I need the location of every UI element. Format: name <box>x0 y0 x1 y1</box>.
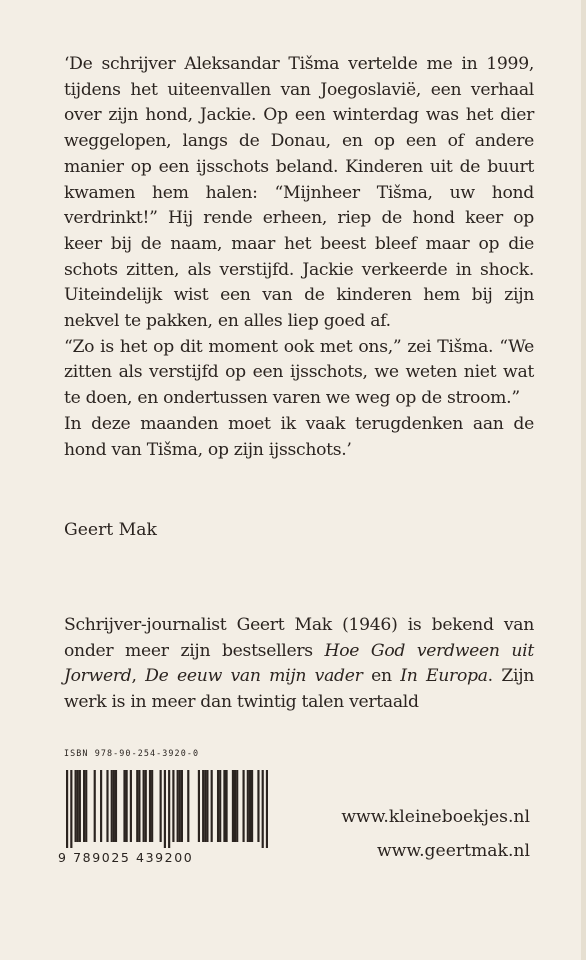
barcode-bar <box>242 770 244 842</box>
barcode <box>66 770 268 848</box>
barcode-bar <box>149 770 151 842</box>
barcode-bar <box>143 770 145 842</box>
quote-block <box>64 52 534 463</box>
barcode-bar <box>181 770 183 842</box>
barcode-bar <box>202 770 204 842</box>
barcode-bar <box>234 770 236 842</box>
barcode-bar <box>219 770 221 842</box>
barcode-bar <box>251 770 253 842</box>
barcode-bar <box>130 770 132 842</box>
barcode-bar <box>257 770 259 842</box>
barcode-bar <box>160 770 162 842</box>
barcode-bar <box>225 770 227 842</box>
cover-edge <box>581 0 586 960</box>
barcode-number: 9 789025 439200 <box>58 850 194 865</box>
book-title-2: De eeuw van mijn vader <box>145 666 363 687</box>
barcode-bar <box>164 770 166 848</box>
barcode-bar <box>75 770 77 842</box>
quote-paragraph-1: ‘De schrijver Aleksandar Tišma vertelde me in 1999, tijdens het uiteenvallen van Joegoslavië, een verhaal over zijn hond, Jackie. Op een winterdag was het dier weggelopen, langs de Donau, en op een of andere manier op een ijsschots beland. Kinderen uit de buurt kwamen hem halen: “Mijnheer Tišma, uw hond verdrinkt!” Hij rende erheen, riep de hond keer op keer bij de naam, maar het beest bleef maar op die schots zitten, als verstijfd. Jackie verkeerde in shock. Uiteindelijk wist een van de kinderen hem bij zijn nekvel te pakken, en alles liep goed af. <box>64 54 534 332</box>
bio-separator-2: en <box>362 666 401 687</box>
barcode-bar <box>266 770 268 848</box>
author-bio <box>64 613 534 716</box>
barcode-bar <box>145 770 147 842</box>
barcode-bar <box>211 770 213 842</box>
book-title-3: In Europa <box>400 666 488 687</box>
barcode-bar <box>77 770 79 842</box>
barcode-bar <box>138 770 140 842</box>
barcode-bar <box>168 770 170 848</box>
barcode-bar <box>111 770 113 842</box>
author-signature: Geert Mak <box>64 520 157 540</box>
barcode-bar <box>85 770 87 842</box>
barcode-bar <box>151 770 153 842</box>
barcode-bar <box>113 770 115 842</box>
barcode-bar <box>198 770 200 842</box>
barcode-bar <box>106 770 108 842</box>
barcode-bar <box>66 770 68 848</box>
quote-paragraph-2: “Zo is het op dit moment ook met ons,” zei Tišma. “We zitten als verstijfd op een ijsschots, we weten niet wat te doen, en ondertussen varen we weg op de stroom.” <box>64 336 534 409</box>
website-links <box>330 800 530 868</box>
barcode-bar <box>247 770 249 842</box>
barcode-bar <box>126 770 128 842</box>
isbn-label: ISBN 978-90-254-3920-0 <box>64 748 200 758</box>
bio-separator-1: , <box>131 666 146 687</box>
bio-text-after: . Zijn werk is in meer dan twintig talen vertaald <box>64 666 535 713</box>
book-title-1: Hoe God verdween uit Jorwerd <box>64 640 534 687</box>
barcode-bar <box>206 770 208 842</box>
barcode-bar <box>262 770 264 848</box>
barcode-bar <box>249 770 251 842</box>
quote-paragraph-3: In deze maanden moet ik vaak terugdenken aan de hond van Tišma, op zijn ijsschots.’ <box>64 413 534 460</box>
barcode-bar <box>177 770 179 842</box>
link-kleineboekjes[interactable]: www.kleineboekjes.nl <box>341 807 530 827</box>
barcode-bar <box>94 770 96 842</box>
barcode-bar <box>187 770 189 842</box>
barcode-bar <box>204 770 206 842</box>
barcode-bar <box>232 770 234 842</box>
barcode-bar <box>100 770 102 842</box>
barcode-bar <box>172 770 174 842</box>
barcode-bar <box>83 770 85 842</box>
barcode-bar <box>70 770 72 848</box>
barcode-bar <box>79 770 81 842</box>
barcode-bar <box>223 770 225 842</box>
barcode-bar <box>217 770 219 842</box>
barcode-bar <box>236 770 238 842</box>
bio-paragraph <box>64 613 534 716</box>
barcode-bar <box>179 770 181 842</box>
bio-text-before: Schrijver-journalist Geert Mak (1946) is bekend van onder meer zijn bestsellers <box>64 615 534 661</box>
link-geertmak[interactable]: www.geertmak.nl <box>376 841 530 861</box>
barcode-bar <box>115 770 117 842</box>
barcode-bar <box>136 770 138 842</box>
barcode-bar <box>123 770 125 842</box>
